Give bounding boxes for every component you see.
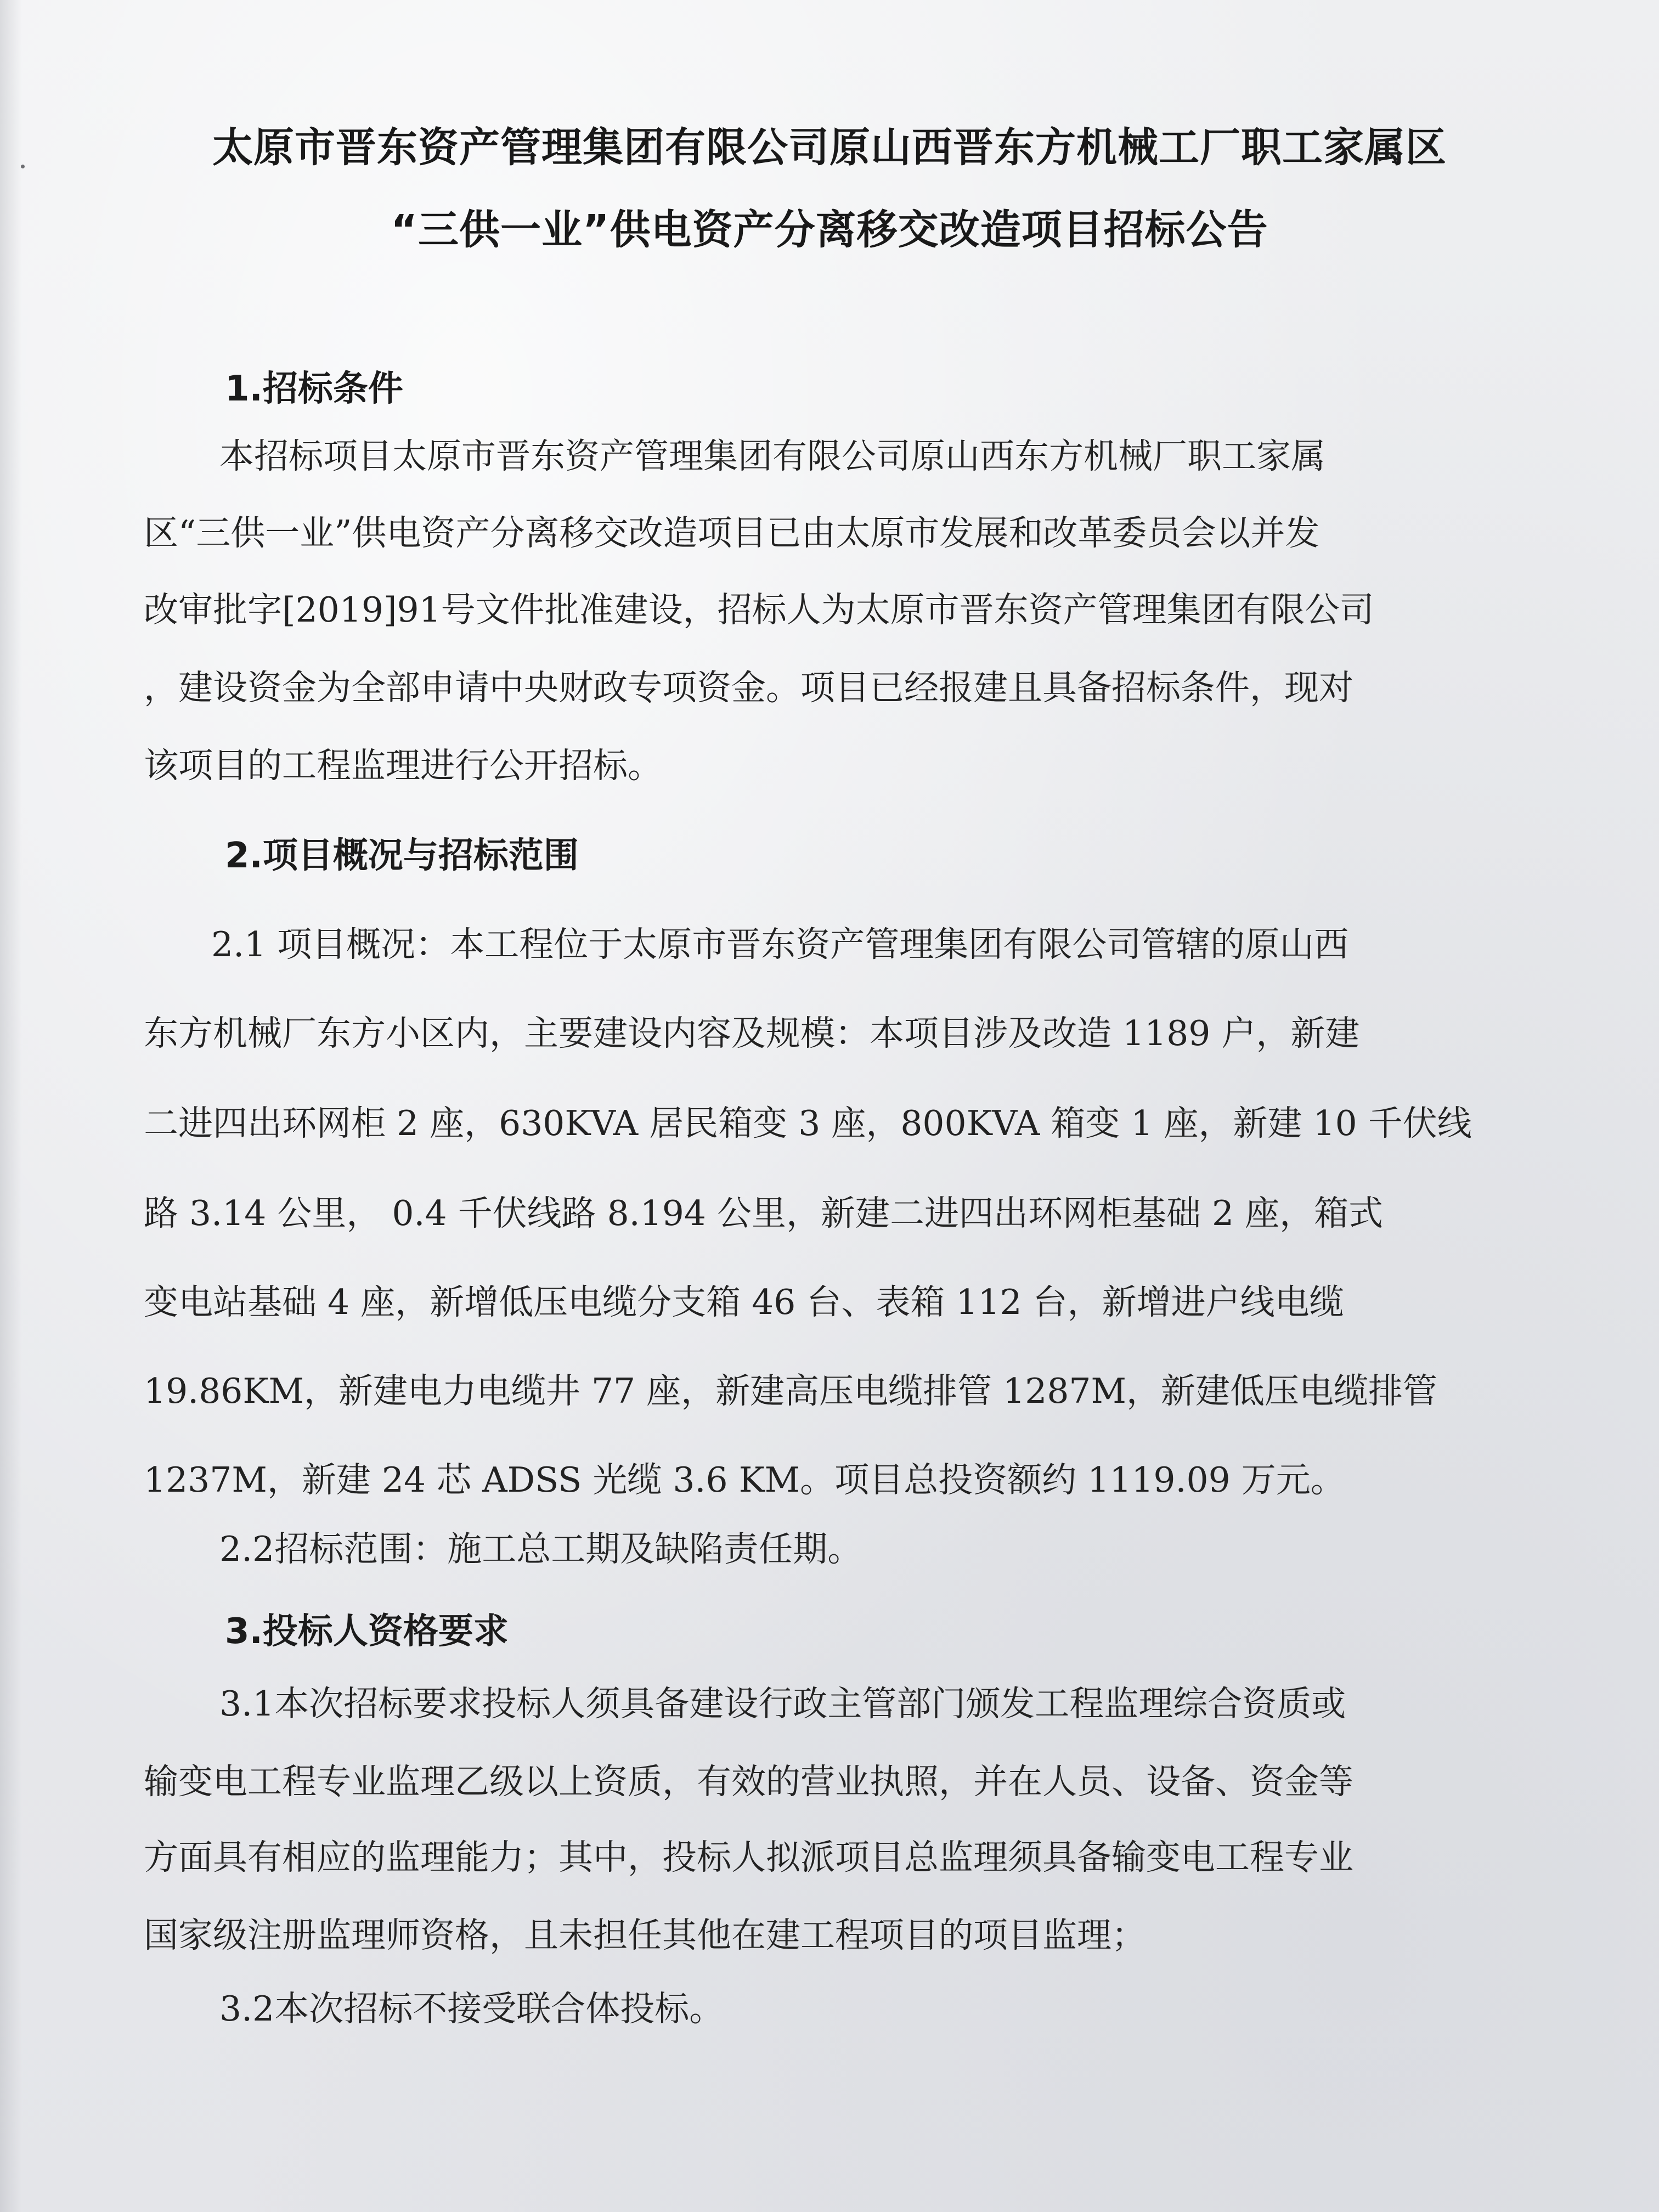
- paragraph-line: 19.86KM，新建电力电缆井 77 座，新建高压电缆排管 1287M，新建低压电缆排管: [144, 1371, 1438, 1411]
- paragraph-line: 2.1 项目概况：本工程位于太原市晋东资产管理集团有限公司管辖的原山西: [211, 924, 1349, 964]
- paragraph-line: 路 3.14 公里， 0.4 千伏线路 8.194 公里，新建二进四出环网柜基础 2 座，箱式: [144, 1193, 1384, 1233]
- paragraph-line: 东方机械厂东方小区内，主要建设内容及规模：本项目涉及改造 1189 户，新建: [144, 1013, 1360, 1053]
- section-heading-bid-conditions: 1.招标条件: [225, 369, 403, 409]
- paragraph-line: 改审批字[2019]91号文件批准建设，招标人为太原市晋东资产管理集团有限公司: [144, 590, 1374, 630]
- paragraph-line: 本招标项目太原市晋东资产管理集团有限公司原山西东方机械厂职工家属: [219, 436, 1325, 476]
- paragraph-line: 方面具有相应的监理能力；其中，投标人拟派项目总监理须具备输变电工程专业: [144, 1837, 1353, 1877]
- document-title-line-1: 太原市晋东资产管理集团有限公司原山西晋东方机械工厂职工家属区: [212, 124, 1447, 171]
- paragraph-line: 区“三供一业”供电资产分离移交改造项目已由太原市发展和改革委员会以并发: [144, 513, 1320, 553]
- section-heading-project-overview: 2.项目概况与招标范围: [225, 836, 579, 876]
- paragraph-line: 变电站基础 4 座，新增低压电缆分支箱 46 台、表箱 112 台，新增进户线电缆: [144, 1282, 1344, 1322]
- paragraph-line: 二进四出环网柜 2 座，630KVA 居民箱变 3 座，800KVA 箱变 1 座，新建 10 千伏线: [144, 1103, 1472, 1143]
- paragraph-line: 3.1本次招标要求投标人须具备建设行政主管部门颁发工程监理综合资质或: [219, 1684, 1346, 1724]
- paragraph-line: ，建设资金为全部申请中央财政专项资金。项目已经报建且具备招标条件，现对: [144, 668, 1353, 708]
- paragraph-line: 该项目的工程监理进行公开招标。: [144, 746, 662, 786]
- paragraph-line: 3.2本次招标不接受联合体投标。: [219, 1989, 724, 2029]
- document-title-line-2: “三供一业”供电资产分离移交改造项目招标公告: [391, 206, 1268, 253]
- paragraph-line: 2.2招标范围：施工总工期及缺陷责任期。: [219, 1529, 862, 1569]
- section-heading-bidder-qualifications: 3.投标人资格要求: [225, 1611, 509, 1652]
- paragraph-line: 输变电工程专业监理乙级以上资质，有效的营业执照，并在人员、设备、资金等: [144, 1762, 1353, 1802]
- page-edge-shadow: [0, 0, 22, 2212]
- paragraph-line: 1237M，新建 24 芯 ADSS 光缆 3.6 KM。项目总投资额约 1119.09 万元。: [144, 1460, 1345, 1500]
- paragraph-line: 国家级注册监理师资格，且未担任其他在建工程项目的项目监理；: [144, 1915, 1146, 1955]
